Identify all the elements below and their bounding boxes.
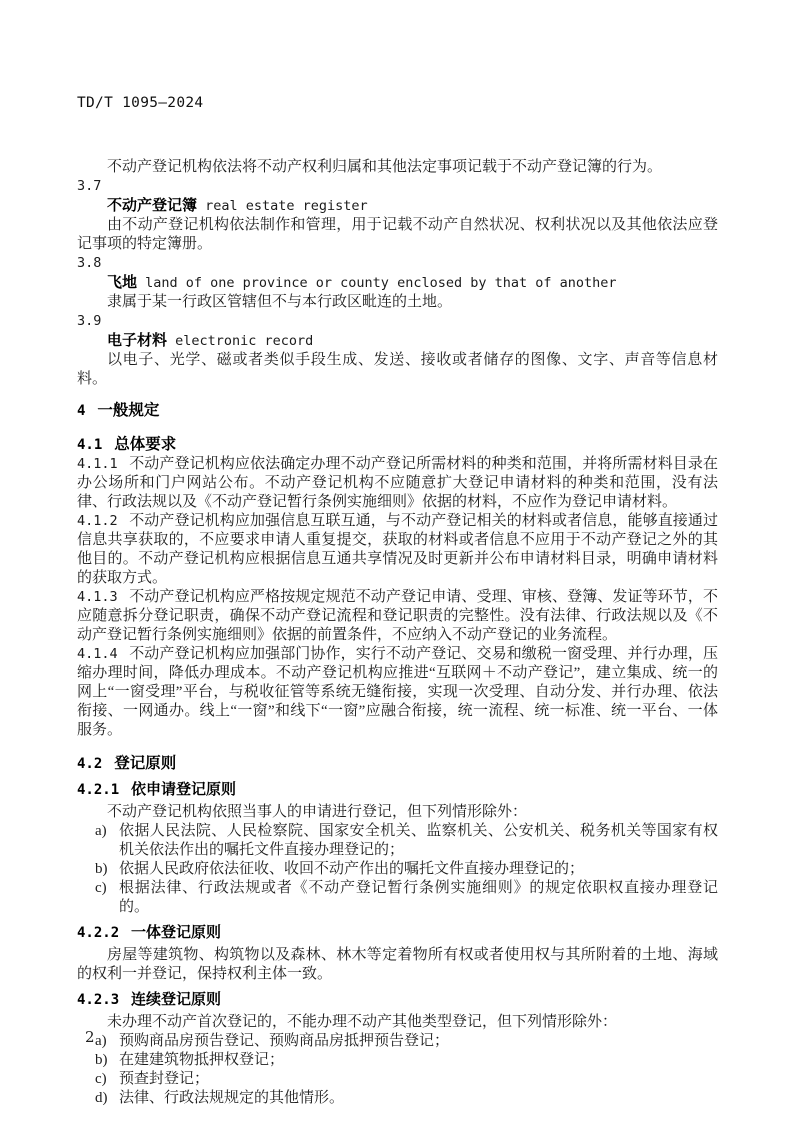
clause-number: 4.1.2 xyxy=(77,513,118,529)
list-text: 法律、行政法规规定的其他情形。 xyxy=(119,1090,345,1106)
chapter-heading xyxy=(77,401,718,421)
section-number: 4.2 xyxy=(77,756,103,772)
subsection-intro: 未办理不动产首次登记的，不能办理不动产其他类型登记，但下列情形除外： xyxy=(107,1014,618,1030)
term-title-line xyxy=(77,273,718,293)
clause-text: 不动产登记机构应依法确定办理不动产登记所需材料的种类和范围，并将所需材料目录在办公场所和门户网站公布。不动产登记机构不应随意扩大登记申请材料的种类和范围，没有法律、行政法规以及《不动产登记暂行条例实施细则》依据的材料，不应作为登记申请材料。 xyxy=(77,456,718,510)
list-marker: c) xyxy=(95,880,107,896)
term-definition: 由不动产登记机构依法制作和管理，用于记载不动产自然状况、权利状况以及其他依法应登记事项的特定簿册。 xyxy=(77,217,718,252)
list-text: 在建建筑物抵押权登记； xyxy=(119,1052,285,1068)
clause-paragraph xyxy=(77,455,718,512)
section-heading xyxy=(77,435,718,455)
term-title-line xyxy=(77,331,718,351)
page-number: 2 xyxy=(85,1028,95,1046)
clause-number: 4.1.3 xyxy=(77,589,118,605)
list-marker: b) xyxy=(95,861,108,877)
list-text: 预购商品房预告登记、预购商品房抵押预告登记； xyxy=(119,1033,450,1049)
term-chinese: 电子材料 xyxy=(107,332,168,349)
section-title: 总体要求 xyxy=(114,436,177,453)
list-item xyxy=(77,860,718,879)
clause-paragraph xyxy=(77,512,718,588)
subsection-number: 4.2.2 xyxy=(77,925,120,941)
list-item xyxy=(77,1070,718,1089)
clause-paragraph xyxy=(77,588,718,645)
list-text: 根据法律、行政法规或者《不动产登记暂行条例实施细则》的规定依职权直接办理登记的。 xyxy=(119,880,718,915)
standard-doc-code: TD/T 1095—2024 xyxy=(77,95,204,111)
term-chinese: 不动产登记簿 xyxy=(107,197,198,214)
subsection-text: 房屋等建筑物、构筑物以及森林、林木等定着物所有权或者使用权与其所附着的土地、海域的权利一并登记，保持权利主体一致。 xyxy=(77,947,718,982)
list-item xyxy=(77,1089,718,1108)
list-marker: a) xyxy=(95,1033,107,1049)
subsection-title: 连续登记原则 xyxy=(131,991,222,1008)
subsection-title: 一体登记原则 xyxy=(131,924,222,941)
clause-text: 不动产登记机构应严格按规定规范不动产登记申请、受理、审核、登簿、发证等环节，不应随意拆分登记职责，确保不动产登记流程和登记职责的完整性。没有法律、行政法规以及《不动产登记暂行条例实施细则》依据的前置条件，不应纳入不动产登记的业务流程。 xyxy=(77,589,718,643)
list-item xyxy=(77,822,718,860)
subsection-intro: 不动产登记机构依照当事人的申请进行登记，但下列情形除外： xyxy=(107,804,528,820)
subsection-heading xyxy=(77,780,718,800)
clause-text: 不动产登记机构应加强部门协作，实行不动产登记、交易和缴税一窗受理、并行办理，压缩办理时间，降低办理成本。不动产登记机构应推进“互联网＋不动产登记”，建立集成、统一的网上“一窗受理”平台，与税收征管等系统无缝衔接，实现一次受理、自动分发、并行办理、依法衔接、一网通办。线上“一窗”和线下“一窗”应融合衔接，统一流程、统一标准、统一平台、一体服务。 xyxy=(77,646,718,738)
list-item xyxy=(77,1032,718,1051)
term-number: 3.8 xyxy=(77,255,102,271)
clause-paragraph xyxy=(77,645,718,740)
clause-number: 4.1.1 xyxy=(77,456,118,472)
chapter-number: 4 xyxy=(77,403,86,419)
section-number: 4.1 xyxy=(77,437,103,453)
clause-text: 不动产登记机构应加强信息互联互通，与不动产登记相关的材料或者信息，能够直接通过信息共享获取的，不应要求申请人重复提交，获取的材料或者信息不应用于不动产登记之外的其他目的。不动产登记机构应根据信息互通共享情况及时更新并公布申请材料目录，明确申请材料的获取方式。 xyxy=(77,513,718,586)
section-title: 登记原则 xyxy=(114,755,177,772)
list-item xyxy=(77,1051,718,1070)
clause-number: 4.1.4 xyxy=(77,646,118,662)
list-marker: b) xyxy=(95,1052,108,1068)
list-marker: d) xyxy=(95,1090,108,1106)
term-number: 3.7 xyxy=(77,178,102,194)
list-marker: c) xyxy=(95,1071,107,1087)
term-block xyxy=(77,254,718,312)
term-definition: 以电子、光学、磁或者类似手段生成、发送、接收或者储存的图像、文字、声音等信息材料。 xyxy=(77,352,718,387)
subsection-number: 4.2.3 xyxy=(77,992,120,1008)
definition-continuation-paragraph: 不动产登记机构依法将不动产权利归属和其他法定事项记载于不动产登记簿的行为。 xyxy=(107,159,663,175)
term-english: real estate register xyxy=(205,198,368,214)
term-english: electronic record xyxy=(175,333,314,349)
term-chinese: 飞地 xyxy=(107,274,138,291)
term-english: land of one province or county enclosed by that of another xyxy=(145,275,617,291)
list-item xyxy=(77,879,718,917)
subsection-heading xyxy=(77,923,718,943)
term-title-line xyxy=(77,196,718,216)
list-text: 预查封登记； xyxy=(119,1071,210,1087)
subsection-number: 4.2.1 xyxy=(77,782,120,798)
term-number: 3.9 xyxy=(77,313,102,329)
term-definition: 隶属于某一行政区管辖但不与本行政区毗连的土地。 xyxy=(107,294,453,310)
list-text: 依据人民法院、人民检察院、国家安全机关、监察机关、公安机关、税务机关等国家有权机关依法作出的嘱托文件直接办理登记的； xyxy=(119,823,718,858)
term-block xyxy=(77,312,718,389)
subsection-title: 依申请登记原则 xyxy=(131,781,237,798)
list-text: 依据人民政府依法征收、收回不动产作出的嘱托文件直接办理登记的； xyxy=(119,861,585,877)
section-heading xyxy=(77,754,718,774)
chapter-title: 一般规定 xyxy=(97,402,160,419)
list-marker: a) xyxy=(95,823,107,839)
subsection-heading xyxy=(77,990,718,1010)
term-block xyxy=(77,177,718,254)
page-body xyxy=(77,158,718,1108)
